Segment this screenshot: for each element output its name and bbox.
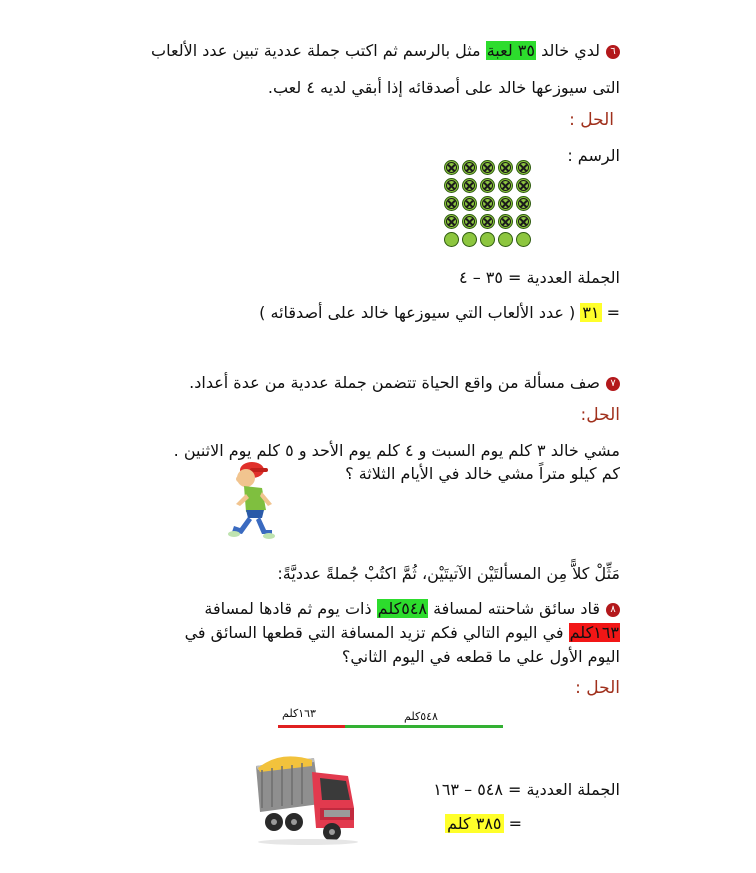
q6-result-prefix: = (601, 303, 620, 322)
q8-line3: اليوم الأول علي ما قطعه في اليوم الثاني؟ (341, 647, 620, 666)
toy-dot-crossed (516, 196, 531, 211)
q8-result (445, 814, 522, 833)
q8-equation: الجملة العددية = ٥٤٨ – ١٦٣ (433, 780, 620, 799)
q6-drawing-label: الرسم : (567, 146, 620, 165)
toy-dot (462, 232, 477, 247)
toy-dot-crossed (516, 214, 531, 229)
toy-dot-crossed (498, 214, 513, 229)
toy-dot-crossed (480, 214, 495, 229)
q8-highlight-163: ١٦٣كلم (569, 623, 619, 642)
q6-solution-label: الحل : (569, 110, 614, 130)
q8-line1 (20, 599, 620, 618)
q6-result (20, 303, 620, 322)
toy-dot-crossed (462, 178, 477, 193)
distance-bar-model (278, 725, 503, 728)
toy-dot-crossed (444, 160, 459, 175)
toy-dot-crossed (462, 196, 477, 211)
bar-label-548: ٥٤٨كلم (404, 710, 438, 723)
toy-dot-crossed (516, 178, 531, 193)
toy-dot-crossed (498, 178, 513, 193)
walking-boy-illustration (222, 460, 280, 542)
toy-dot-crossed (444, 196, 459, 211)
q7-number-badge: ٧ (606, 377, 620, 391)
toy-dot-crossed (480, 196, 495, 211)
toy-dot-crossed (498, 160, 513, 175)
truck-illustration (250, 748, 365, 846)
q6-line1-text: لدي خالد (535, 41, 600, 60)
q7-line2: كم كيلو متراً مشي خالد في الأيام الثلاثة ؟ (345, 464, 620, 483)
toy-dot-crossed (516, 160, 531, 175)
toy-dot-crossed (498, 196, 513, 211)
q8-solution-label: الحل : (575, 678, 620, 698)
toy-dot-crossed (444, 214, 459, 229)
q8-number-badge: ٨ (606, 603, 620, 617)
q6-highlight-toys: ٣٥ لعبة (486, 41, 535, 60)
toy-dot-crossed (480, 160, 495, 175)
q8-line2-text: في اليوم التالي فكم تزيد المسافة التي قطعها السائق في (184, 623, 569, 642)
q8-line1-text: قاد سائق شاحنته لمسافة (428, 599, 600, 618)
q7-question-text: صف مسألة من واقع الحياة تتضمن جملة عددية من عدة أعداد. (189, 373, 600, 392)
q6-number-badge: ٦ (606, 45, 620, 59)
toy-dot (516, 232, 531, 247)
q7-solution-label: الحل: (580, 405, 620, 425)
q6-equation: الجملة العددية = ٣٥ – ٤ (459, 268, 620, 287)
q8-highlight-548: ٥٤٨كلم (377, 599, 428, 618)
bar-segment-remaining (345, 725, 503, 728)
q6-line1 (20, 41, 620, 60)
q8-result-prefix: = (503, 814, 522, 833)
q8-line2 (20, 623, 620, 642)
toy-dot-crossed (444, 178, 459, 193)
q6-result-value: ٣١ (582, 303, 600, 322)
representation-instruction: مَثِّلْ كلاًّ مِن المسألتَيْن الآتيتَيْن، ثُمَّ اكتُبْ جُملةً عدديَّةً: (277, 564, 620, 583)
q6-line2: التى سيوزعها خالد على أصدقائه إذا أبقي لديه ٤ لعب. (267, 78, 620, 97)
q6-line1-text-end: مثل بالرسم ثم اكتب جملة عددية تبين عدد الألعاب (151, 41, 486, 60)
toy-dot-crossed (462, 214, 477, 229)
toy-dot-crossed (480, 178, 495, 193)
q8-result-value: ٣٨٥ كلم (447, 814, 502, 833)
toy-dot-crossed (462, 160, 477, 175)
toys-dot-grid (444, 160, 531, 247)
q7-line1: مشي خالد ٣ كلم يوم السبت و ٤ كلم يوم الأحد و ٥ كلم يوم الاثنين . (173, 441, 620, 460)
q6-result-note: ( عدد الألعاب التي سيوزعها خالد على أصدقائه ) (259, 303, 581, 322)
bar-segment-163 (278, 725, 345, 728)
toy-dot (498, 232, 513, 247)
bar-label-163: ١٦٣كلم (282, 707, 316, 720)
toy-dot (444, 232, 459, 247)
toy-dot (480, 232, 495, 247)
q7-question (20, 373, 620, 392)
q8-line1-text-end: ذات يوم ثم قادها لمسافة (204, 599, 377, 618)
